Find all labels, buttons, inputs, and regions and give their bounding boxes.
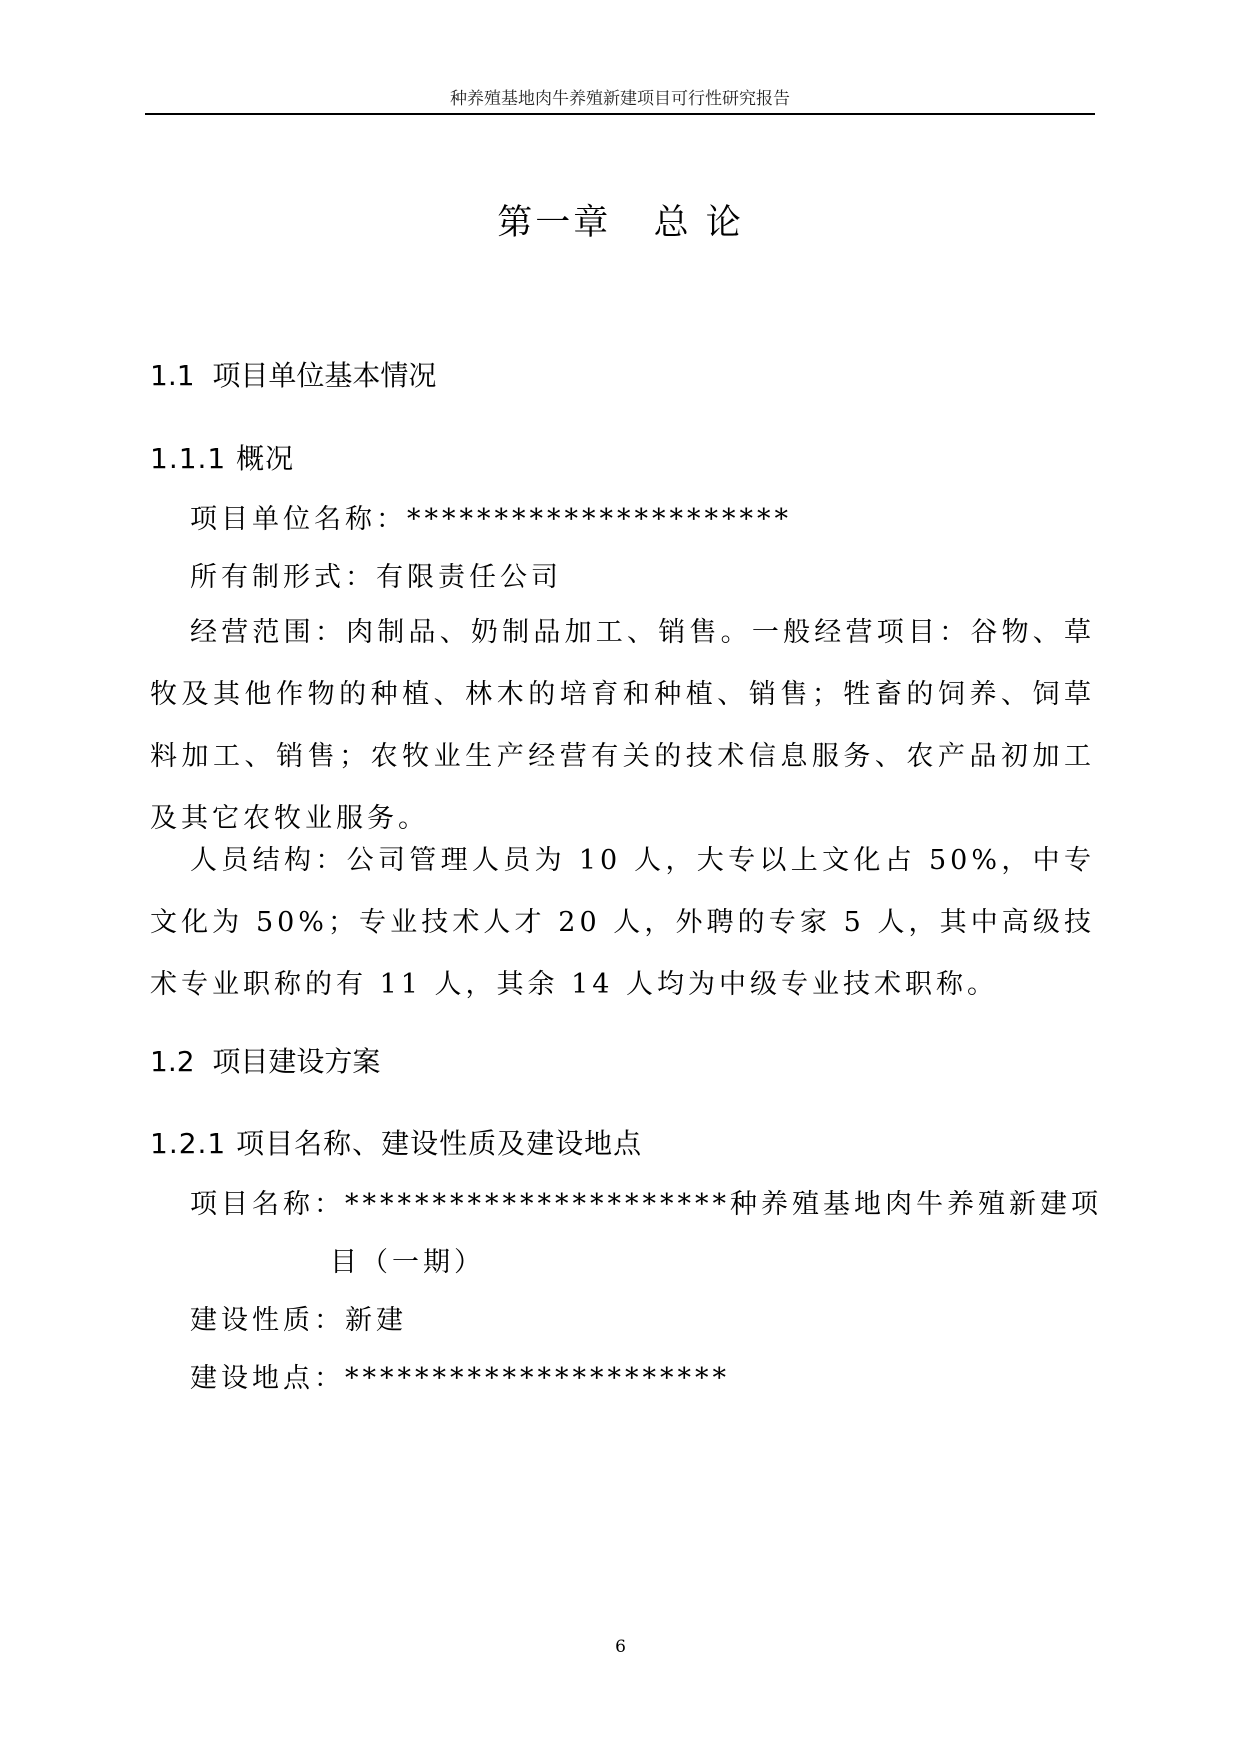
running-header: 种养殖基地肉牛养殖新建项目可行性研究报告 — [450, 89, 790, 109]
chapter-title: 第一章 总 论 — [497, 203, 744, 243]
staff-structure-paragraph: 人员结构：公司管理人员为 10 人，大专以上文化占 50%，中专文化为 50%；专业技术人才 20 人，外聘的专家 5 人，其中高级技术专业职称的有 11 人，其余 14 人均为中级专业技术职称。 — [150, 845, 1095, 1000]
ownership-line: 所有制形式：有限责任公司 — [190, 562, 562, 593]
section-heading-1-1-1: 1.1.1 概况 — [150, 442, 295, 475]
page-number: 6 — [615, 1637, 626, 1657]
construction-location-line: 建设地点：********************** — [190, 1363, 730, 1394]
project-name-continuation: 目（一期） — [330, 1247, 485, 1278]
section-heading-1-1: 1.1 项目单位基本情况 — [150, 359, 437, 392]
section-heading-1-2-1: 1.2.1 项目名称、建设性质及建设地点 — [150, 1127, 643, 1160]
construction-nature-line: 建设性质：新建 — [190, 1305, 407, 1336]
project-name-line: 项目名称：**********************种养殖基地肉牛养殖新建项 — [190, 1189, 1102, 1220]
business-scope-paragraph: 经营范围：肉制品、奶制品加工、销售。一般经营项目：谷物、草牧及其他作物的种植、林木的培育和种植、销售；牲畜的饲养、饲草料加工、销售；农牧业生产经营有关的技术信息服务、农产品初加工及其它农牧业服务。 — [150, 617, 1095, 834]
unit-name-line: 项目单位名称：********************** — [190, 504, 792, 535]
section-heading-1-2: 1.2 项目建设方案 — [150, 1045, 381, 1078]
header-divider — [145, 113, 1095, 115]
